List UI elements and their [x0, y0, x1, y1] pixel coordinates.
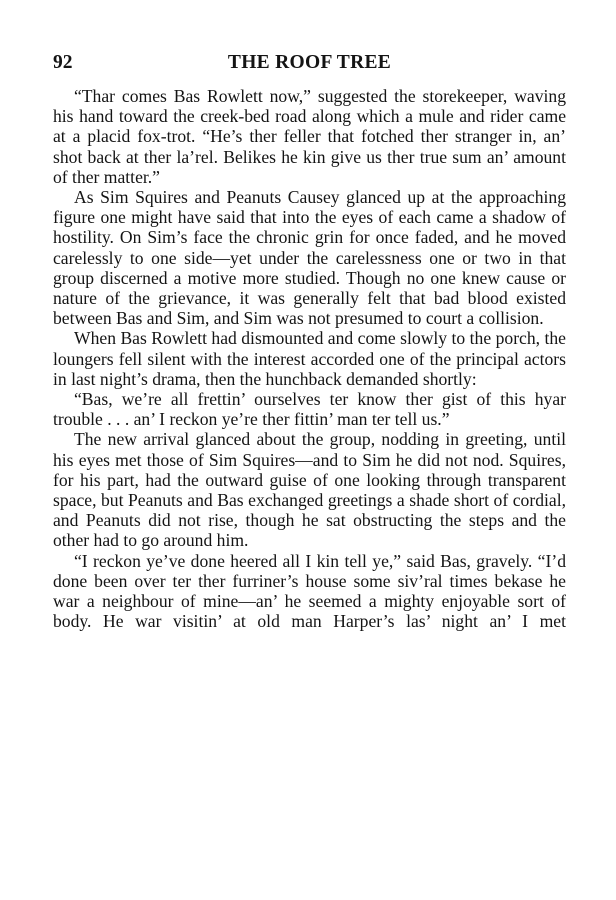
- page-number: 92: [53, 52, 73, 73]
- paragraph: “I reckon ye’ve done heered all I kin tell ye,” said Bas, gravely. “I’d done been over ter ther furriner’s house some siv’ral times bekase he war a neighbour of mine—an’ he seemed a mighty enjoyable sort of body. He war visitin’ at old man Harper’s las’ night an’ I met: [53, 550, 566, 632]
- paragraph: When Bas Rowlett had dismounted and come slowly to the porch, the loungers fell silent with the interest accorded one of the principal actors in last night’s drama, then the hunchback demanded shortly:: [53, 328, 566, 389]
- running-head: [53, 51, 566, 75]
- body-text: [53, 86, 566, 631]
- paragraph: The new arrival glanced about the group, nodding in greeting, until his eyes met those of Sim Squires—and to Sim he did not nod. Squires, for his part, had the outward guise of one looking through transparent space, but Peanuts and Bas exchanged greetings a shade short of cordial, and Peanuts did not rise, though he sat obstructing the steps and the other had to go around him.: [53, 429, 566, 551]
- book-page: [53, 51, 566, 631]
- paragraph: “Thar comes Bas Rowlett now,” suggested the storekeeper, waving his hand toward the creek-bed road along which a mule and rider came at a placid fox-trot. “He’s ther feller that fotched ther stranger in, an’ shot back at ther la’rel. Belikes he kin give us ther true sum an’ amount of ther matter.”: [53, 86, 566, 187]
- paragraph: As Sim Squires and Peanuts Causey glanced up at the approaching figure one might have said that into the eyes of each came a shadow of hostility. On Sim’s face the chronic grin for once faded, and he moved carelessly to one side—yet under the carelessness one or two in that group discerned a motive more studied. Though no one knew cause or nature of the grievance, it was generally felt that bad blood existed between Bas and Sim, and Sim was not presumed to court a collision.: [53, 187, 566, 329]
- running-title: THE ROOF TREE: [227, 52, 392, 73]
- paragraph: “Bas, we’re all frettin’ ourselves ter know ther gist of this hyar trouble . . . an’ I reckon ye’re ther fittin’ man ter tell us.”: [53, 389, 566, 430]
